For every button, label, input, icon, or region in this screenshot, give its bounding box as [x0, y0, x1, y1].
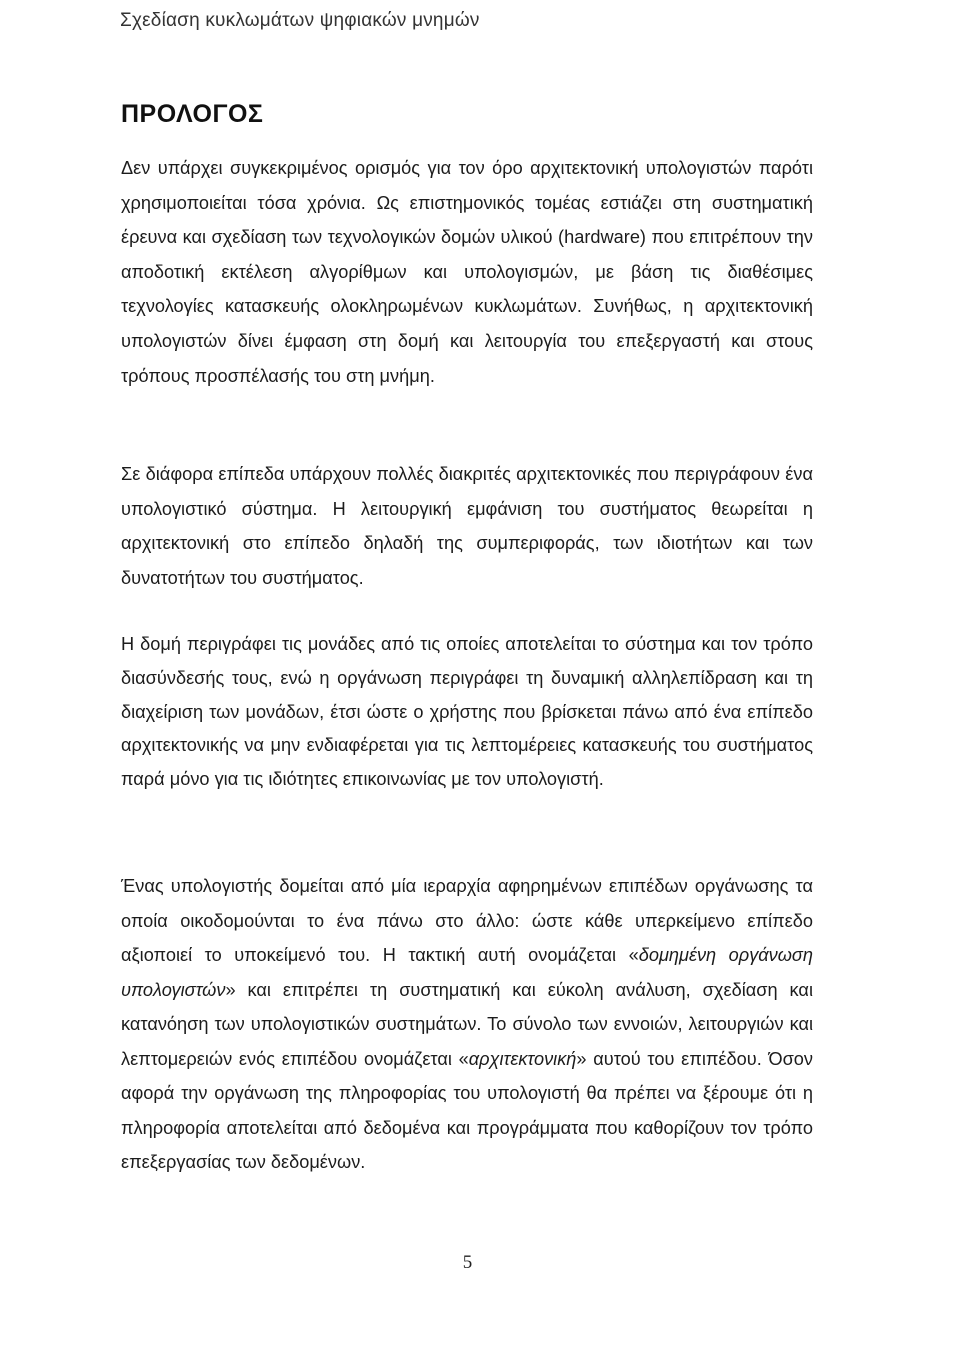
paragraph-1: Δεν υπάρχει συγκεκριμένος ορισμός για τον όρο αρχιτεκτονική υπολογιστών παρότι χρησιμοποιείται τόσα χρόνια. Ως επιστημονικός τομέας εστιάζει στη συστηματική έρευνα και σχεδίαση των τεχνολογικών δομών υλικού (hardware) που επιτρέπουν την αποδοτική εκτέλεση αλγορίθμων και υπολογισμών, με βάση τις διαθέσιμες τεχνολογίες κατασκευής ολοκληρωμένων κυκλωμάτων. Συνήθως, η αρχιτεκτονική υπολογιστών δίνει έμφαση στη δομή και λειτουργία του επεξεργαστή και στους τρόπους προσπέλασής του στη μνήμη. — [121, 158, 813, 386]
paragraph-4-emphasis-2: αρχιτεκτονική — [468, 1048, 577, 1069]
paragraph-2: Σε διάφορα επίπεδα υπάρχουν πολλές διακριτές αρχιτεκτονικές που περιγράφουν ένα υπολογιστικό σύστημα. Η λειτουργική εμφάνιση του συστήματος θεωρείται η αρχιτεκτονική στο επίπεδο δηλαδή της συμπεριφοράς, των ιδιοτήτων και των δυνατοτήτων του συστήματος. — [121, 464, 813, 588]
running-header: Σχεδίαση κυκλωμάτων ψηφιακών μνημών — [120, 10, 480, 30]
page-title: ΠΡΟΛΟΓΟΣ — [121, 100, 264, 128]
paragraph-4-text-b: » και επιτρέπει τη συστηματική και εύκολη ανάλυση, σχεδίαση και κατανόηση των υπολογιστικών συστημάτων. Το σύνολο των εννοιών, λειτουργιών και λεπτομερειών ενός επιπέδου ονομάζεται « — [121, 979, 813, 1069]
paragraph-4 — [121, 869, 813, 1180]
paragraph-4-emphasis-1: δομημένη οργάνωση υπολογιστών — [121, 945, 813, 1000]
page-number: 5 — [462, 1252, 473, 1273]
paragraph-4-text-c: » αυτού του επιπέδου. Όσον αφορά την οργάνωση της πληροφορίας του υπολογιστή θα πρέπει να ξέρουμε ότι η πληροφορία αποτελείται από δεδομένα και προγράμματα που καθορίζουν τον τρόπο επεξεργασίας των δεδομένων. — [121, 1048, 813, 1172]
paragraph-3: Η δομή περιγράφει τις μονάδες από τις οποίες αποτελείται το σύστημα και τον τρόπο διασύνδεσής τους, ενώ η οργάνωση περιγράφει τη δυναμική αλληλεπίδραση και τη διαχείριση των μονάδων, έτσι ώστε ο χρήστης που βρίσκεται πάνω από ένα επίπεδο αρχιτεκτονικής να μην ενδιαφέρεται για τις λεπτομέρειες κατασκευής του συστήματος παρά μόνο για τις ιδιότητες επικοινωνίας με τον υπολογιστή. — [121, 634, 813, 790]
paragraph-4-text-a: Ένας υπολογιστής δομείται από μία ιεραρχία αφηρημένων επιπέδων οργάνωσης τα οποία οικοδομούνται το ένα πάνω στο άλλο: ώστε κάθε υπερκείμενο επίπεδο αξιοποιεί το υποκείμενό του. Η τακτική αυτή ονομάζεται « — [121, 876, 813, 965]
